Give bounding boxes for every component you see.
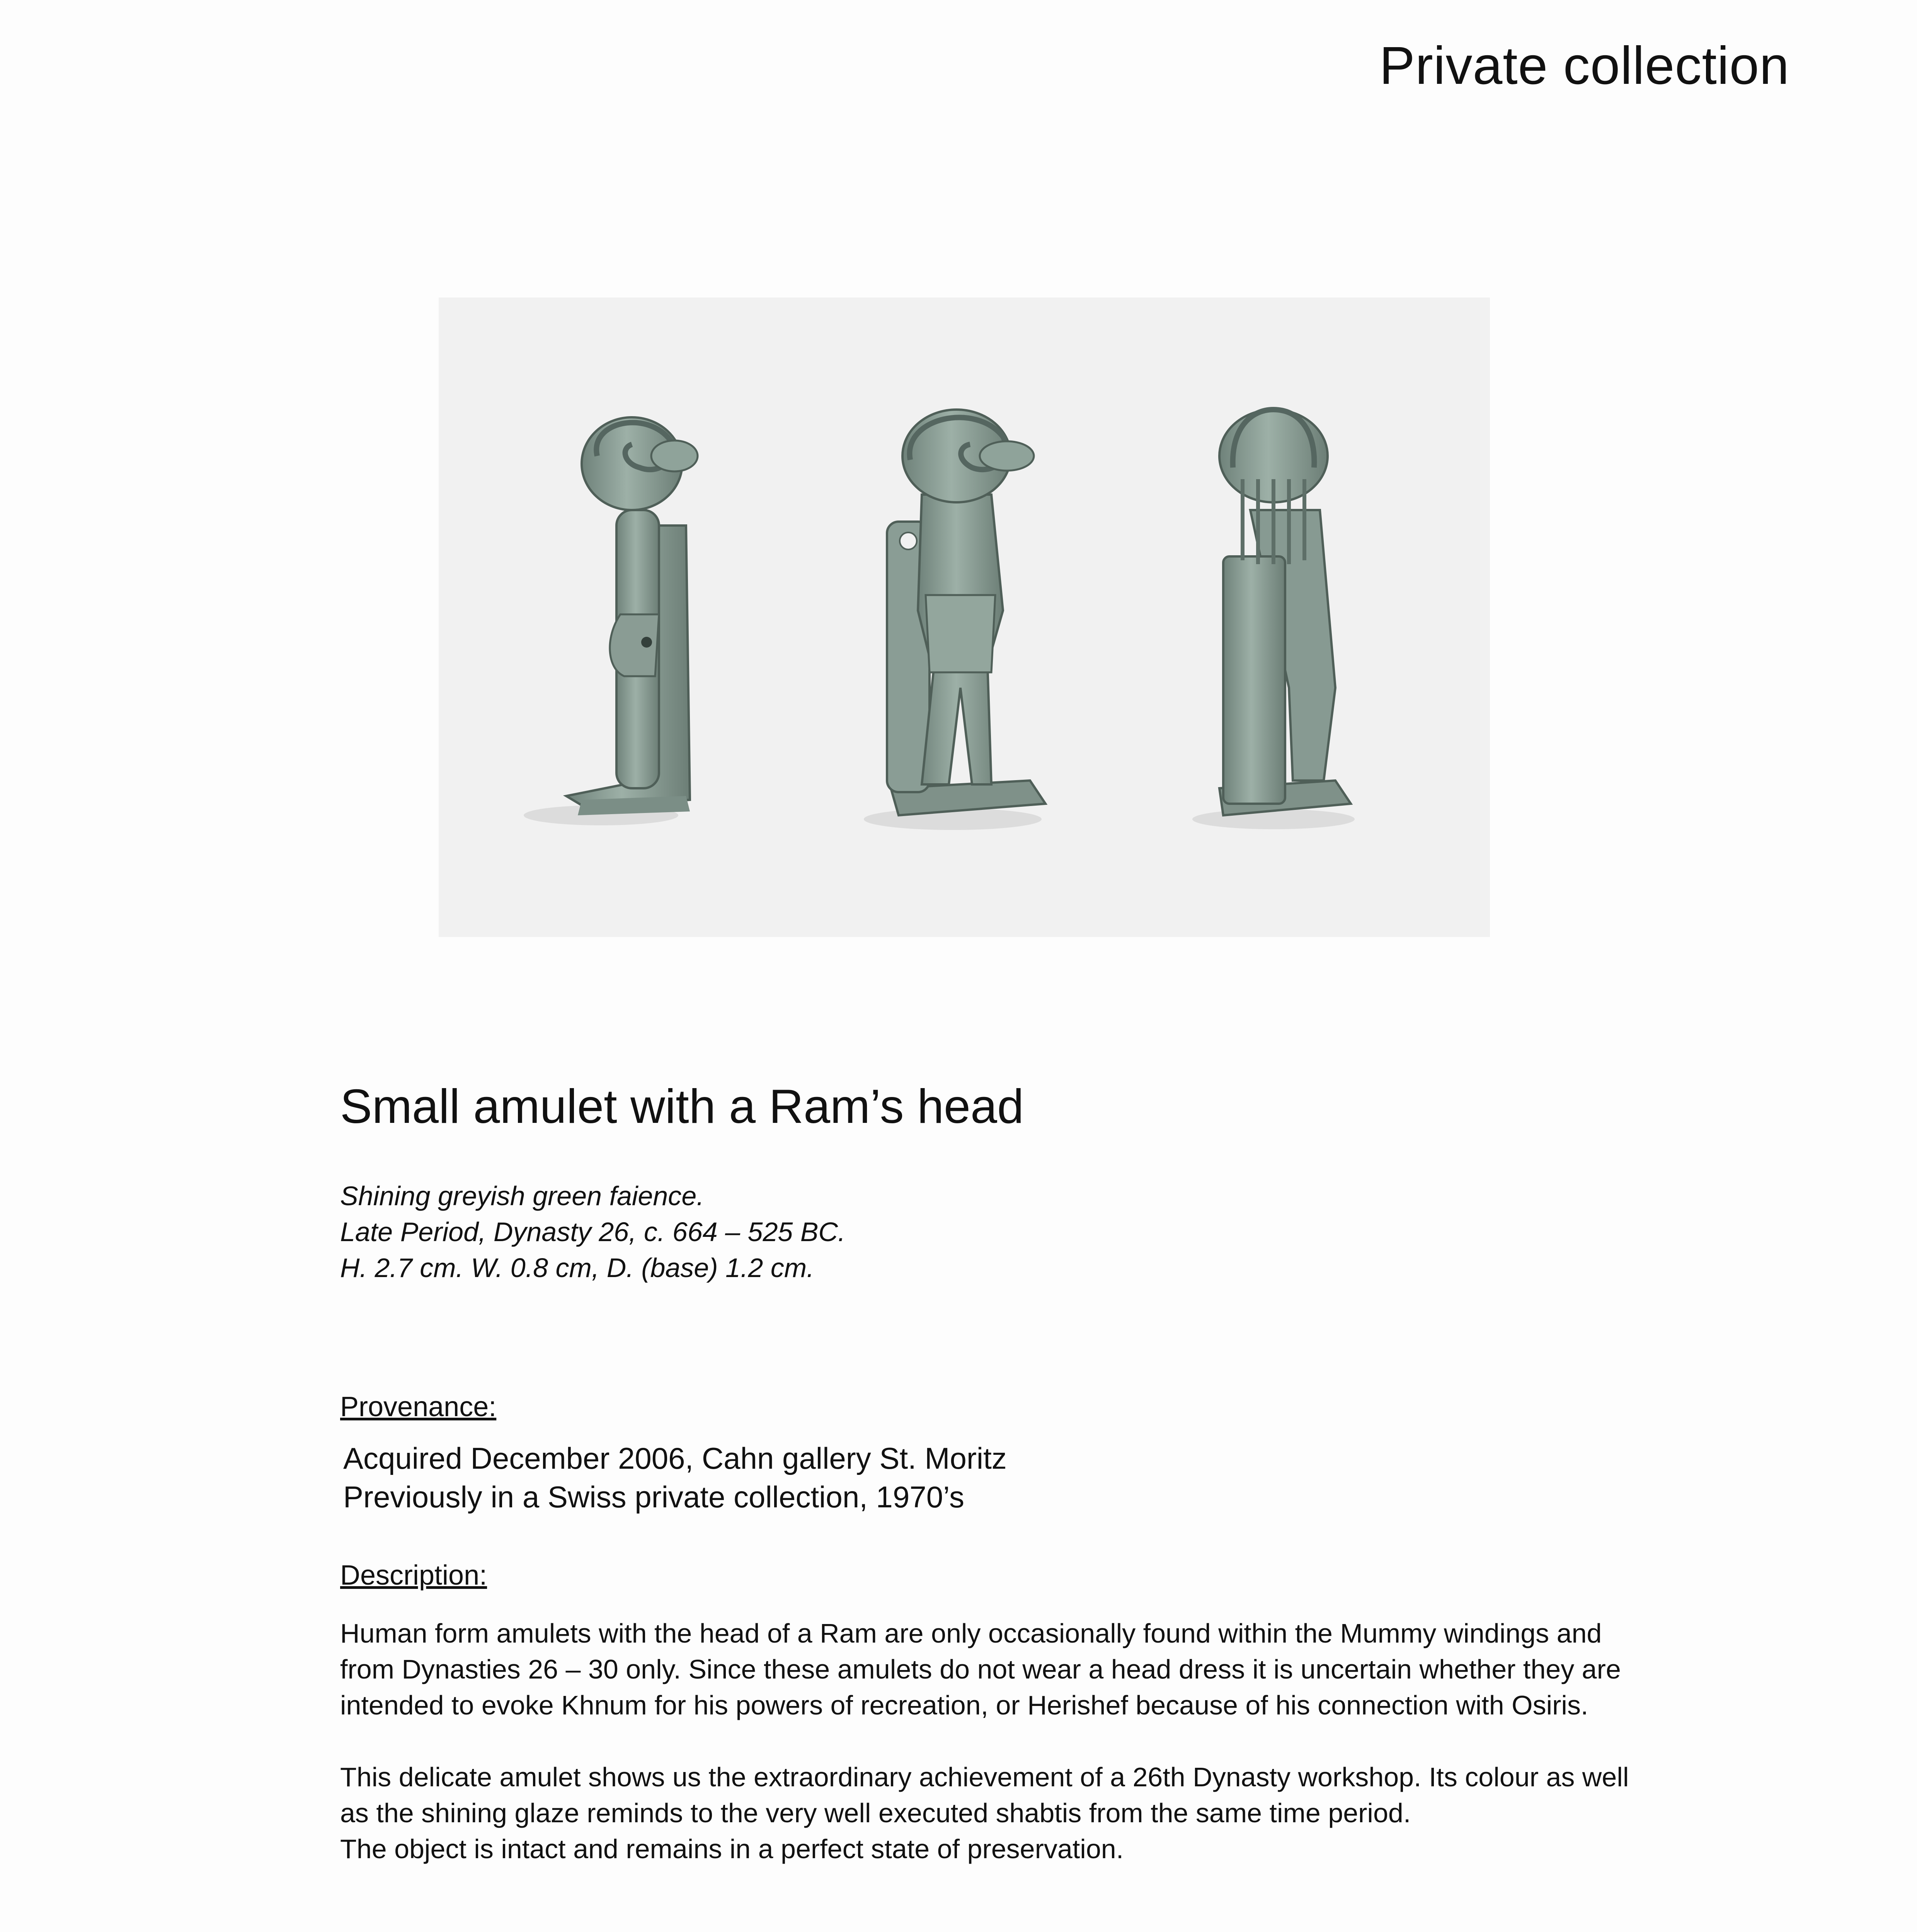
provenance-heading: Provenance: <box>340 1391 497 1422</box>
description-paragraph: The object is intact and remains in a perfect state of preservation. <box>340 1833 1124 1864</box>
description-section <box>340 1616 1646 1867</box>
amulet-photo <box>439 298 1490 937</box>
object-period: Late Period, Dynasty 26, c. 664 – 525 BC. <box>340 1216 846 1247</box>
object-material: Shining greyish green faience. <box>340 1180 704 1211</box>
description-paragraph: This delicate amulet shows us the extraordinary achievement of a 26th Dynasty workshop. Its colour as well as the shining glaze reminds to the very well executed shabtis from the same time period. <box>340 1762 1629 1828</box>
provenance-line: Previously in a Swiss private collection, 1970’s <box>343 1480 964 1514</box>
object-details <box>340 1178 1646 1286</box>
object-dimensions: H. 2.7 cm. W. 0.8 cm, D. (base) 1.2 cm. <box>340 1252 814 1283</box>
object-record <box>340 1078 1646 1932</box>
amulet-photo-svg <box>439 298 1490 937</box>
collection-label: Private collection <box>1379 36 1789 95</box>
provenance-section <box>340 1439 1646 1516</box>
description-paragraph: Human form amulets with the head of a Ram are only occasionally found within the Mummy windings and from Dynasties 26 – 30 only. Since these amulets do not wear a head dress it is uncertain whether they are intended to evoke Khnum for his powers of recreation, or Herishef because of his connection with Osiris. <box>340 1618 1621 1720</box>
object-title: Small amulet with a Ram’s head <box>340 1080 1024 1133</box>
description-heading: Description: <box>340 1560 487 1591</box>
provenance-line: Acquired December 2006, Cahn gallery St. Moritz <box>343 1441 1007 1476</box>
